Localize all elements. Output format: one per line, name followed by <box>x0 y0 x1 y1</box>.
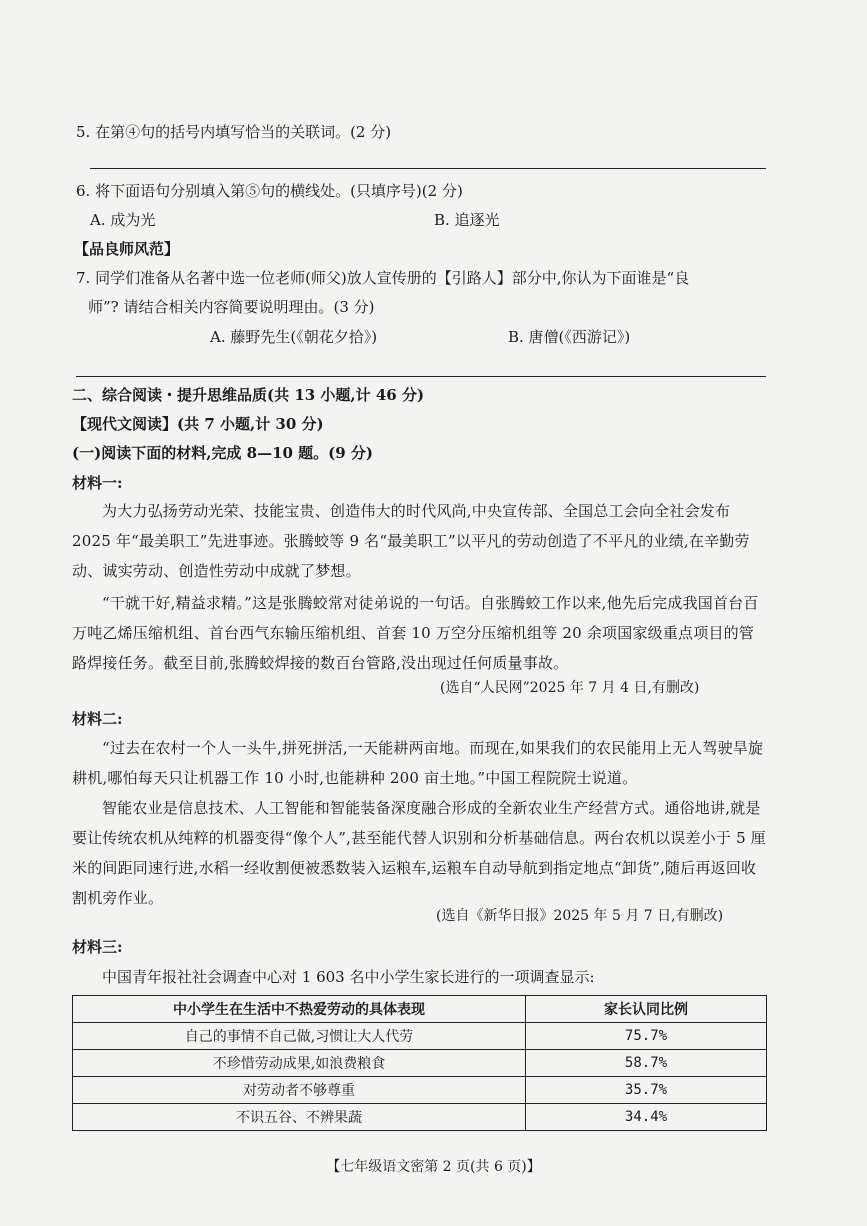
modern-reading-heading: 【现代文阅读】(共 7 小题,计 30 分) <box>72 415 324 433</box>
question-5: 5. 在第④句的括号内填写恰当的关联词。(2 分) <box>76 123 392 141</box>
material-3-label: 材料三: <box>72 938 123 956</box>
table-header-row <box>73 996 767 1023</box>
material-2-paragraph-2: 智能农业是信息技术、人工智能和智能装备深度融合形成的全新农业生产经营方式。通俗地讲,就是要让传统农机从纯粹的机器变得“像个人”,甚至能代替人识别和分析基础信息。两台农机以误差小于 5 厘米的间距同速行进,水稻一经收割便被悉数装入运粮车,运粮车自动导航到指定地点“卸货”,随后再返回收割机旁作业。 <box>72 799 766 907</box>
part-2-title: 二、综合阅读・提升思维品质(共 13 小题,计 46 分) <box>72 386 425 404</box>
material-3-intro: 中国青年报社社会调查中心对 1 603 名中小学生家长进行的一项调查显示: <box>102 968 595 986</box>
table-row <box>73 1077 767 1104</box>
section-pinliang-heading: 【品良师风范】 <box>74 240 180 258</box>
material-1-paragraph-2: “干就干好,精益求精。”这是张腾蛟常对徒弟说的一句话。自张腾蛟工作以来,他先后完成我国首台百万吨乙烯压缩机组、首台西气东输压缩机组、首套 10 万空分压缩机组等 20 余项国家级重点项目的管路焊接任务。截至目前,张腾蛟焊接的数百台管路,没出现过任何质量事故。 <box>72 594 759 672</box>
answer-line-q7 <box>76 376 766 377</box>
material-1-source: (选自“人民网”2025 年 7 月 4 日,有删改) <box>440 680 700 696</box>
material-2-label: 材料二: <box>72 710 123 728</box>
behavior-cell: 对劳动者不够尊重 <box>73 1077 526 1104</box>
table-row <box>73 1023 767 1050</box>
question-6: 6. 将下面语句分别填入第⑤句的横线处。(只填序号)(2 分) <box>76 182 463 200</box>
material-2-source: (选自《新华日报》2025 年 5 月 7 日,有删改) <box>436 908 724 924</box>
behavior-cell: 不珍惜劳动成果,如浪费粮食 <box>73 1050 526 1077</box>
answer-line-q5 <box>90 168 766 169</box>
material-1-paragraph-1: 为大力弘扬劳动光荣、技能宝贵、创造伟大的时代风尚,中央宣传部、全国总工会向全社会发布 2025 年“最美职工”先进事迹。张腾蛟等 9 名“最美职工”以平凡的劳动创造了不平凡的业绩,在辛勤劳动、诚实劳动、创造性劳动中成就了梦想。 <box>72 502 750 580</box>
survey-table <box>72 995 767 1131</box>
q7-option-b: B. 唐僧(《西游记》) <box>508 328 631 346</box>
table-row <box>73 1104 767 1131</box>
material-2-paragraph-1: “过去在农村一个人一头牛,拼死拼活,一天能耕两亩地。而现在,如果我们的农民能用上无人驾驶旱旋耕机,哪怕每天只让机器工作 10 小时,也能耕种 200 亩土地。”中国工程院院士说道。 <box>72 739 764 787</box>
q7-option-a: A. 藤野先生(《朝花夕拾》) <box>210 328 378 346</box>
ratio-cell: 35.7% <box>526 1077 767 1104</box>
question-7-line2: 师”? 请结合相关内容简要说明理由。(3 分) <box>88 298 375 316</box>
behavior-cell: 不识五谷、不辨果蔬 <box>73 1104 526 1131</box>
question-7-line1: 7. 同学们准备从名著中选一位老师(师父)放人宣传册的【引路人】部分中,你认为下面谁是“良 <box>76 269 690 287</box>
ratio-cell: 75.7% <box>526 1023 767 1050</box>
table-row <box>73 1050 767 1077</box>
ratio-cell: 34.4% <box>526 1104 767 1131</box>
subsection-1-heading: (一)阅读下面的材料,完成 8—10 题。(9 分) <box>72 444 374 462</box>
q6-option-b: B. 追逐光 <box>434 211 500 229</box>
page-footer: 【七年级语文密第 2 页(共 6 页)】 <box>326 1159 541 1175</box>
ratio-cell: 58.7% <box>526 1050 767 1077</box>
column-header-behavior: 中小学生在生活中不热爱劳动的具体表现 <box>73 996 526 1023</box>
material-1-label: 材料一: <box>72 474 123 492</box>
behavior-cell: 自己的事情不自己做,习惯让大人代劳 <box>73 1023 526 1050</box>
q6-option-a: A. 成为光 <box>90 211 156 229</box>
column-header-ratio: 家长认同比例 <box>526 996 767 1023</box>
